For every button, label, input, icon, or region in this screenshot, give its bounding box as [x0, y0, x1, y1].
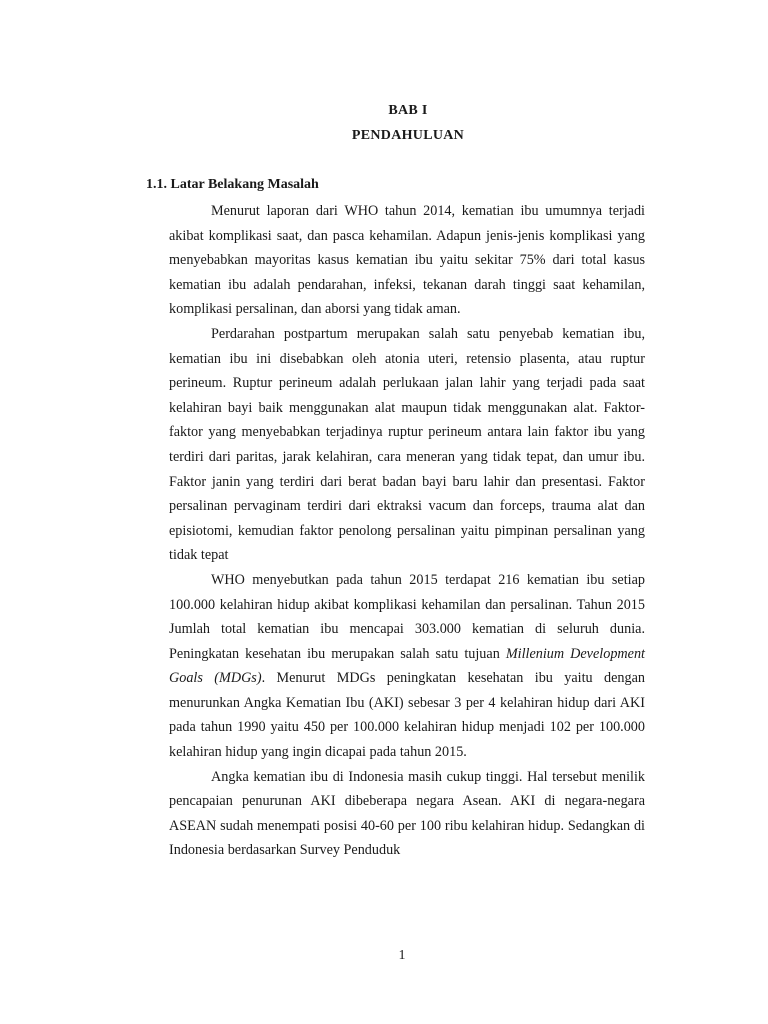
paragraph-4: Angka kematian ibu di Indonesia masih cukup tinggi. Hal tersebut menilik pencapaian penurunan AKI dibeberapa negara Asean. AKI di negara-negara ASEAN sudah menempati posisi 40-60 per 100 ribu kelahiran hidup. Sedangkan di Indonesia berdasarkan Survey Penduduk [169, 768, 645, 859]
paragraph-3-text-a: WHO menyebutkan pada tahun 2015 terdapat 216 kematian ibu setiap 100.000 kelahiran hidup akibat komplikasi kehamilan dan persalinan. Tahun 2015 Jumlah total kematian ibu mencapai 303.000 kematian di seluruh dunia. Peningkatan kesehatan ibu merupakan salah satu tujuan [169, 571, 645, 662]
body-text [169, 199, 645, 863]
page-number: 1 [398, 948, 406, 963]
mdgs-term: Millenium Development Goals (MDGs) [169, 645, 645, 687]
paragraph-1: Menurut laporan dari WHO tahun 2014, kematian ibu umumnya terjadi akibat komplikasi saat, dan pasca kehamilan. Adapun jenis-jenis komplikasi yang menyebabkan mayoritas kasus kematian ibu yaitu sekitar 75% dari total kasus kematian ibu adalah pendarahan, infeksi, tekanan darah tinggi saat kehamilan, komplikasi persalinan, dan aborsi yang tidak aman. [169, 203, 645, 318]
chapter-title: PENDAHULUAN [351, 128, 465, 143]
section-heading: 1.1. Latar Belakang Masalah [146, 177, 319, 192]
paragraph-3-text-b: . Menurut MDGs peningkatan kesehatan ibu yaitu dengan menurunkan Angka Kematian Ibu (AKI) sebesar 3 per 4 kelahiran hidup dari AKI pada tahun 1990 yaitu 450 per 100.000 kelahiran hidup menjadi 102 per 100.000 kelahiran hidup yang ingin dicapai pada tahun 2015. [169, 670, 645, 761]
paragraph-3 [169, 568, 645, 765]
paragraph-2: Perdarahan postpartum merupakan salah satu penyebab kematian ibu, kematian ibu ini disebabkan oleh atonia uteri, retensio plasenta, atau ruptur perineum. Ruptur perineum adalah perlukaan jalan lahir yang terjadi pada saat kelahiran bayi baik menggunakan alat maupun tidak menggunakan alat. Faktor- faktor yang menyebabkan terjadinya ruptur perineum antara lain faktor ibu yang terdiri dari paritas, jarak kelahiran, cara meneran yang tidak tepat, dan umur ibu. Faktor janin yang terdiri dari berat badan bayi baru lahir dan presentasi. Faktor persalinan pervaginam terdiri dari ektraksi vacum dan forceps, trauma alat dan episiotomi, kemudian faktor penolong persalinan yaitu pimpinan persalinan yang tidak tepat [169, 325, 645, 564]
chapter-number: BAB I [388, 103, 428, 118]
